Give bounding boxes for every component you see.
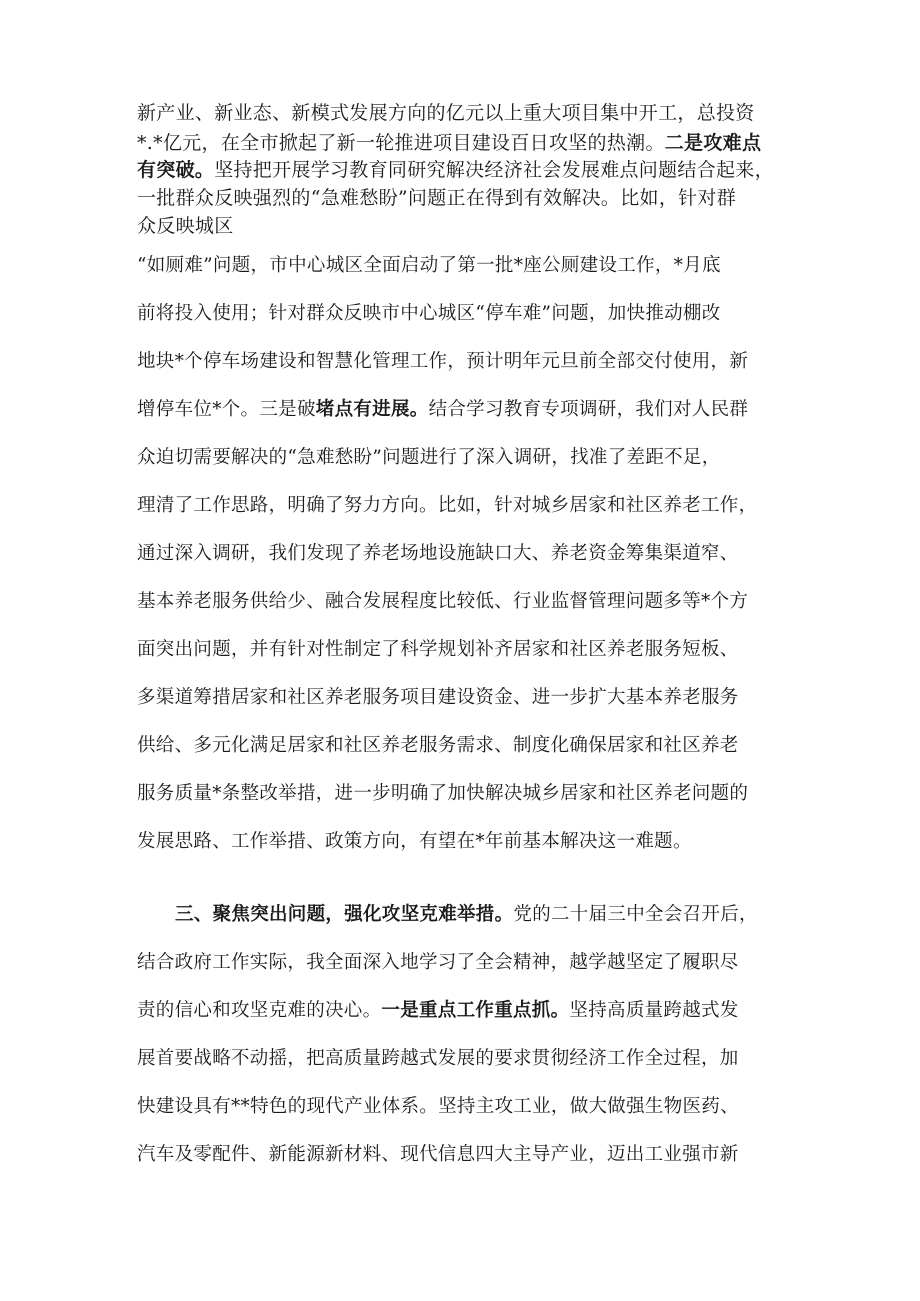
text-line: 面突出问题，并有针对性制定了科学规划补齐居家和社区养老服务短板、 [137, 639, 739, 660]
text-line: *.*亿元，在全市掀起了新一轮推进项目建设百日攻坚的热潮。二是攻难点 [137, 132, 762, 154]
text-line: 有突破。坚持把开展学习教育同研究解决经济社会发展难点问题结合起来， [137, 159, 774, 181]
text-line: 服务质量*条整改举措，进一步明确了加快解决城乡居家和社区养老问题的 [137, 783, 749, 804]
text-line: 新产业、新业态、新模式发展方向的亿元以上重大项目集中开工，总投资 [137, 102, 755, 124]
text-line: 基本养老服务供给少、融合发展程度比较低、行业监督管理问题多等*个方 [137, 591, 749, 612]
text-line: 责的信心和攻坚克难的决心。一是重点工作重点抓。坚持高质量跨越式发 [137, 1000, 739, 1021]
text-line: 增停车位*个。三是破堵点有进展。结合学习教育专项调研，我们对人民群 [137, 399, 749, 420]
text-line: 多渠道筹措居家和社区养老服务项目建设资金、进一步扩大基本养老服务 [137, 687, 739, 708]
text-line: 结合政府工作实际，我全面深入地学习了全会精神，越学越坚定了履职尽 [137, 952, 739, 973]
text-line: 发展思路、工作举措、政策方向，有望在*年前基本解决这一难题。 [137, 831, 692, 852]
text-line: “如厕难”问题，市中心城区全面启动了第一批*座公厕建设工作，*月底 [137, 255, 721, 276]
section-heading-line: 三、聚焦突出问题，强化攻坚克难举措。党的二十届三中全会召开后， [175, 904, 758, 925]
text-line: 地块*个停车场建设和智慧化管理工作，预计明年元旦前全部交付使用，新 [137, 351, 749, 372]
text-line: 理清了工作思路，明确了努力方向。比如，针对城乡居家和社区养老工作， [137, 495, 758, 516]
text-line: 展首要战略不动摇，把高质量跨越式发展的要求贯彻经济工作全过程，加 [137, 1048, 739, 1069]
text-line: 通过深入调研，我们发现了养老场地设施缺口大、养老资金筹集渠道窄、 [137, 543, 739, 564]
text-line: 供给、多元化满足居家和社区养老服务需求、制度化确保居家和社区养老 [137, 735, 739, 756]
text-line: 前将投入使用；针对群众反映市中心城区“停车难”问题，加快推动棚改 [137, 303, 721, 324]
text-line: 快建设具有**特色的现代产业体系。坚持主攻工业，做大做强生物医药、 [137, 1096, 739, 1117]
text-line: 汽车及零配件、新能源新材料、现代信息四大主导产业，迈出工业强市新 [137, 1144, 739, 1165]
text-line: 众反映城区 [137, 215, 234, 237]
text-line: 一批群众反映强烈的“急难愁盼”问题正在得到有效解决。比如，针对群 [137, 187, 737, 209]
text-line: 众迫切需要解决的“急难愁盼”问题进行了深入调研，找准了差距不足， [137, 447, 721, 468]
